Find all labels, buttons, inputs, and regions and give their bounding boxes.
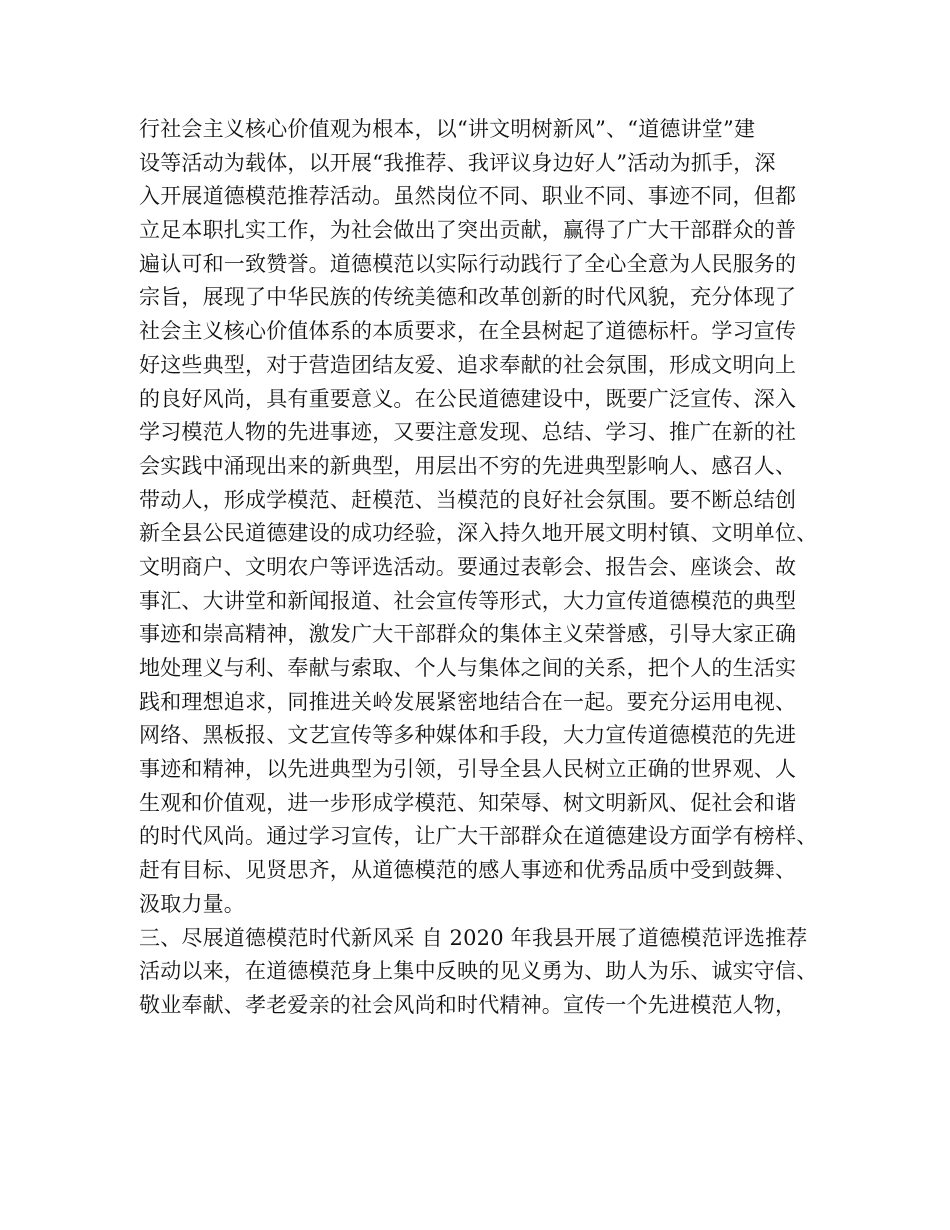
- text-line: 网络、黑板报、文艺宣传等多种媒体和手段，大力宣传道德模范的先进: [139, 723, 797, 748]
- text-line: 社会主义核心价值体系的本质要求，在全县树起了道德标杆。学习宣传: [139, 319, 797, 344]
- body-text: [139, 113, 839, 1023]
- text-line: 带动人，形成学模范、赶模范、当模范的良好社会氛围。要不断总结创: [139, 487, 797, 512]
- text-line: 的良好风尚，具有重要意义。在公民道德建设中，既要广泛宣传、深入: [139, 386, 797, 411]
- text-line: 事汇、大讲堂和新闻报道、社会宣传等形式，大力宣传道德模范的典型: [139, 588, 797, 613]
- text-line: 地处理义与利、奉献与索取、个人与集体之间的关系，把个人的生活实: [139, 656, 797, 680]
- text-line: 学习模范人物的先进事迹，又要注意发现、总结、学习、推广在新的社: [139, 420, 797, 445]
- text-line: 文明商户、文明农户等评选活动。要通过表彰会、报告会、座谈会、故: [139, 554, 797, 579]
- text-line: 新全县公民道德建设的成功经验，深入持久地开展文明村镇、文明单位、: [139, 521, 818, 546]
- text-line: 生观和价值观，进一步形成学模范、知荣辱、树文明新风、促社会和谐: [139, 790, 797, 815]
- text-line: 好这些典型，对于营造团结友爱、追求奉献的社会氛围，形成文明向上: [139, 352, 797, 377]
- section-heading-line: 三、尽展道德模范时代新风采 自 2020 年我县开展了道德模范评选推荐: [139, 925, 808, 950]
- text-line: 入开展道德模范推荐活动。虽然岗位不同、职业不同、事迹不同，但都: [139, 184, 797, 209]
- text-line: 敬业奉献、孝老爱亲的社会风尚和时代精神。宣传一个先进模范人物，: [139, 992, 797, 1017]
- text-line: 事迹和崇高精神，激发广大干部群众的集体主义荣誉感，引导大家正确: [139, 622, 797, 647]
- text-line: 事迹和精神，以先进典型为引领，引导全县人民树立正确的世界观、人: [139, 757, 797, 782]
- text-line: 赶有目标、见贤思齐，从道德模范的感人事迹和优秀品质中受到鼓舞、: [139, 858, 797, 883]
- text-line: 行社会主义核心价值观为根本，以“讲文明树新风”、“道德讲堂”建: [139, 117, 756, 141]
- text-line: 活动以来，在道德模范身上集中反映的见义勇为、助人为乐、诚实守信、: [139, 959, 818, 984]
- text-line: 宗旨，展现了中华民族的传统美德和改革创新的时代风貌，充分体现了: [139, 285, 797, 310]
- text-line: 立足本职扎实工作，为社会做出了突出贡献，赢得了广大干部群众的普: [139, 218, 797, 243]
- text-line: 会实践中涌现出来的新典型，用层出不穷的先进典型影响人、感召人、: [139, 453, 797, 478]
- text-line: 践和理想追求，同推进关岭发展紧密地结合在一起。要充分运用电视、: [139, 689, 797, 714]
- text-line: 设等活动为载体，以开展“我推荐、我评议身边好人”活动为抓手，深: [139, 150, 776, 175]
- text-line: 的时代风尚。通过学习宣传，让广大干部群众在道德建设方面学有榜样、: [139, 824, 818, 849]
- text-line: 遍认可和一致赞誉。道德模范以实际行动践行了全心全意为人民服务的: [139, 251, 797, 276]
- text-line: 汲取力量。: [139, 891, 245, 916]
